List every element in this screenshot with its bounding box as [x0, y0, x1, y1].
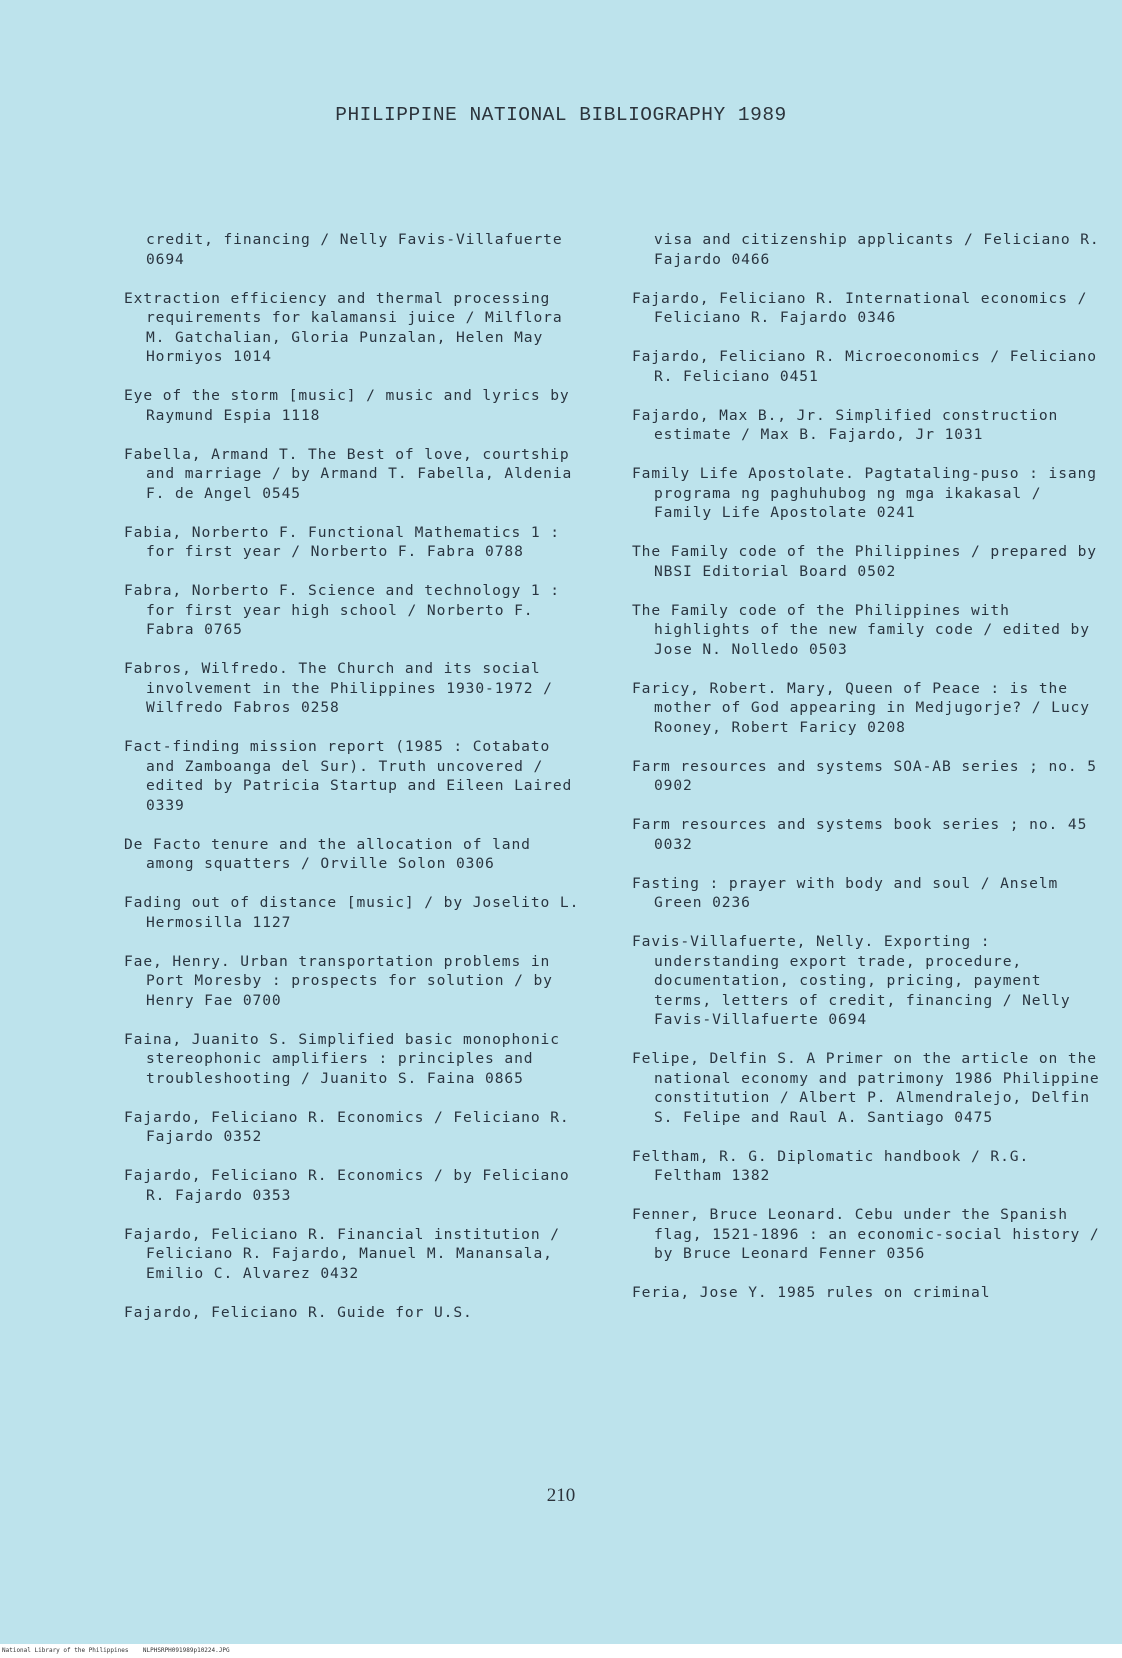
page-number: 210 — [546, 1485, 576, 1506]
bibliography-entry: Faina, Juanito S. Simplified basic monophonic stereophonic amplifiers : principles and troubleshooting / Juanito S. Faina 0865 — [124, 1030, 560, 1087]
page-title: PHILIPPINE NATIONAL BIBLIOGRAPHY 1989 — [335, 104, 787, 126]
bibliography-entry: Farm resources and systems book series ; no. 45 0032 — [632, 816, 1088, 853]
bibliography-entry: visa and citizenship applicants / Feliciano R. Fajardo 0466 — [654, 231, 1100, 268]
bibliography-entry: Eye of the storm [music] / music and lyrics by Raymund Espia 1118 — [124, 387, 570, 424]
bibliography-entry: Fajardo, Feliciano R. Economics / Feliciano R. Fajardo 0352 — [124, 1108, 570, 1145]
bibliography-entry: Family Life Apostolate. Pagtataling-puso : isang programa ng paghuhubog ng mga ikakasal / Family Life Apostolate 0241 — [632, 465, 1097, 521]
bibliography-entry: Favis-Villafuerte, Nelly. Exporting : understanding export trade, procedure, documentation, costing, pricing, payment terms, letters of credit, financing / Nelly Favis-Villafuerte 0694 — [632, 933, 1071, 1028]
bibliography-entry: Fajardo, Max B., Jr. Simplified construction estimate / Max B. Fajardo, Jr 1031 — [632, 406, 1059, 443]
bibliography-entry: Fenner, Bruce Leonard. Cebu under the Spanish flag, 1521-1896 : an economic-social history / by Bruce Leonard Fenner 0356 — [632, 1206, 1100, 1262]
bibliography-entry: Fabia, Norberto F. Functional Mathematics 1 : for first year / Norberto F. Fabra 0788 — [124, 523, 560, 560]
bibliography-entry: The Family code of the Philippines / prepared by NBSI Editorial Board 0502 — [632, 543, 1097, 580]
footer-library-name: National Library of the Philippines — [2, 1647, 129, 1654]
bibliography-entry: Fabra, Norberto F. Science and technology 1 : for first year high school / Norberto F. Fabra 0765 — [124, 582, 560, 638]
bibliography-entry: Fajardo, Feliciano R. Guide for U.S. — [124, 1303, 473, 1321]
bibliography-entry: Feltham, R. G. Diplomatic handbook / R.G. Feltham 1382 — [632, 1147, 1030, 1184]
bibliography-entry: Fajardo, Feliciano R. Economics / by Feliciano R. Fajardo 0353 — [124, 1167, 570, 1204]
bibliography-entry: Fading out of distance [music] / by Joselito L. Hermosilla 1127 — [124, 894, 580, 931]
bibliography-column-right — [632, 230, 1102, 1322]
bibliography-entry: credit, financing / Nelly Favis-Villafuerte 0694 — [146, 231, 563, 268]
bibliography-entry: Fasting : prayer with body and soul / Anselm Green 0236 — [632, 874, 1059, 911]
bibliography-entry: Felipe, Delfin S. A Primer on the article on the national economy and patrimony 1986 Philippine constitution / Albert P. Almendralejo, Delfin S. Felipe and Raul A. Santiago 0475 — [632, 1050, 1100, 1126]
bibliography-entry: Extraction efficiency and thermal processing requirements for kalamansi juice / Milflora M. Gatchalian, Gloria Punzalan, Helen May Hormiyos 1014 — [124, 289, 563, 365]
bibliography-entry: Fabros, Wilfredo. The Church and its social involvement in the Philippines 1930-1972 / Wilfredo Fabros 0258 — [124, 660, 553, 716]
bibliography-entry: Fajardo, Feliciano R. Financial institution / Feliciano R. Fajardo, Manuel M. Manansala, Emilio C. Alvarez 0432 — [124, 1225, 560, 1282]
bibliography-entry: Faricy, Robert. Mary, Queen of Peace : is the mother of God appearing in Medjugorje? / Lucy Rooney, Robert Faricy 0208 — [632, 679, 1090, 736]
footer-filename: NLPHSRPH091989p10224.JPG — [142, 1647, 230, 1654]
bibliography-entry: Feria, Jose Y. 1985 rules on criminal — [632, 1284, 991, 1301]
scan-footer — [0, 1644, 1122, 1658]
bibliography-entry: Fae, Henry. Urban transportation problems in Port Moresby : prospects for solution / by Henry Fae 0700 — [124, 952, 553, 1009]
bibliography-column-left — [124, 230, 584, 1342]
bibliography-entry: The Family code of the Philippines with highlights of the new family code / edited by Jose N. Nolledo 0503 — [632, 601, 1090, 658]
bibliography-entry: Fabella, Armand T. The Best of love, courtship and marriage / by Armand T. Fabella, Aldenia F. de Angel 0545 — [124, 445, 573, 502]
bibliography-entry: De Facto tenure and the allocation of land among squatters / Orville Solon 0306 — [124, 835, 531, 872]
bibliography-entry: Farm resources and systems SOA-AB series ; no. 5 0902 — [632, 757, 1097, 794]
bibliography-entry: Fajardo, Feliciano R. International economics / Feliciano R. Fajardo 0346 — [632, 289, 1088, 326]
bibliography-entry: Fajardo, Feliciano R. Microeconomics / Feliciano R. Feliciano 0451 — [632, 348, 1097, 385]
bibliography-entry: Fact-finding mission report (1985 : Cotabato and Zamboanga del Sur). Truth uncovered / edited by Patricia Startup and Eileen Laired 0339 — [124, 738, 573, 814]
